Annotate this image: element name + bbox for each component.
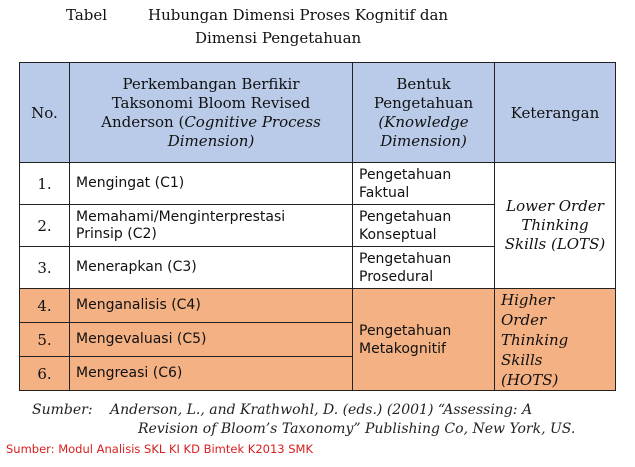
row-number: 4.	[20, 289, 70, 323]
hots-line4: Skills	[501, 350, 543, 369]
source-label: Sumber:	[32, 402, 93, 418]
caption-title-line2: Dimensi Pengetahuan	[195, 29, 362, 47]
knowledge-line1: Pengetahuan	[359, 250, 452, 267]
cognitive-dimension: Menerapkan (C3)	[70, 247, 353, 289]
hots-description	[495, 289, 616, 391]
taxonomy-table	[19, 62, 616, 391]
row-number: 2.	[20, 205, 70, 247]
dimension-line2: Prinsip (C2)	[76, 225, 157, 242]
cognitive-dimension: Mengreasi (C6)	[70, 357, 353, 391]
knowledge-line1: Pengetahuan	[359, 322, 452, 339]
row-number: 6.	[20, 357, 70, 391]
knowledge-type	[353, 205, 495, 247]
header-knowledge-dimension	[353, 63, 495, 163]
knowledge-type	[353, 289, 495, 391]
knowledge-line1: Pengetahuan	[359, 208, 452, 225]
header-process-line1: Perkembangan Berfikir	[122, 74, 300, 93]
knowledge-line1: Pengetahuan	[359, 166, 452, 183]
cognitive-dimension: Mengevaluasi (C5)	[70, 323, 353, 357]
knowledge-line2: Faktual	[359, 184, 410, 201]
header-row	[20, 63, 616, 163]
caption-label: Tabel	[66, 6, 108, 24]
caption-title-line1: Hubungan Dimensi Proses Kognitif dan	[148, 6, 449, 24]
table-caption	[0, 6, 635, 52]
header-knowledge-line1: Bentuk	[396, 74, 451, 93]
row-number: 5.	[20, 323, 70, 357]
header-process-line2: Taksonomi Bloom Revised	[111, 93, 311, 112]
table-row	[20, 163, 616, 205]
source-line1: Anderson, L., and Krathwohl, D. (eds.) (2001) “Assessing: A	[110, 402, 533, 418]
header-knowledge-line2: Pengetahuan	[373, 93, 474, 112]
hots-line5: (HOTS)	[501, 370, 559, 389]
knowledge-line2: Prosedural	[359, 268, 434, 285]
hots-line1: Higher	[501, 290, 555, 309]
hots-line3: Thinking	[501, 330, 569, 349]
knowledge-type	[353, 247, 495, 289]
row-number: 3.	[20, 247, 70, 289]
knowledge-line2: Konseptual	[359, 226, 437, 243]
lots-description	[495, 163, 616, 289]
knowledge-type	[353, 163, 495, 205]
header-knowledge-line4: Dimension)	[380, 131, 467, 150]
row-number: 1.	[20, 163, 70, 205]
header-knowledge-line3: (Knowledge	[378, 112, 469, 131]
header-process-dimension	[70, 63, 353, 163]
table-row	[20, 289, 616, 323]
header-no: No.	[20, 63, 70, 163]
lots-line1: Lower Order	[506, 197, 604, 215]
cognitive-dimension	[70, 205, 353, 247]
header-process-line3-italic: Cognitive Process	[184, 112, 321, 131]
source-line2: Revision of Bloom’s Taxonomy” Publishing Co, New York, US.	[138, 421, 576, 437]
cognitive-dimension: Menganalisis (C4)	[70, 289, 353, 323]
lots-line2: Thinking	[521, 216, 589, 234]
cognitive-dimension: Mengingat (C1)	[70, 163, 353, 205]
header-process-line3-plain: Anderson (	[101, 112, 185, 131]
hots-line2: Order	[501, 310, 547, 329]
knowledge-line2: Metakognitif	[359, 340, 446, 357]
dimension-line1: Memahami/Menginterprestasi	[76, 208, 286, 225]
header-process-line4: Dimension)	[167, 131, 255, 150]
lots-line3: Skills (LOTS)	[504, 235, 606, 253]
header-keterangan: Keterangan	[495, 63, 616, 163]
module-source-note: Sumber: Modul Analisis SKL KI KD Bimtek K2013 SMK	[6, 442, 314, 456]
header-process-line3	[70, 113, 352, 132]
